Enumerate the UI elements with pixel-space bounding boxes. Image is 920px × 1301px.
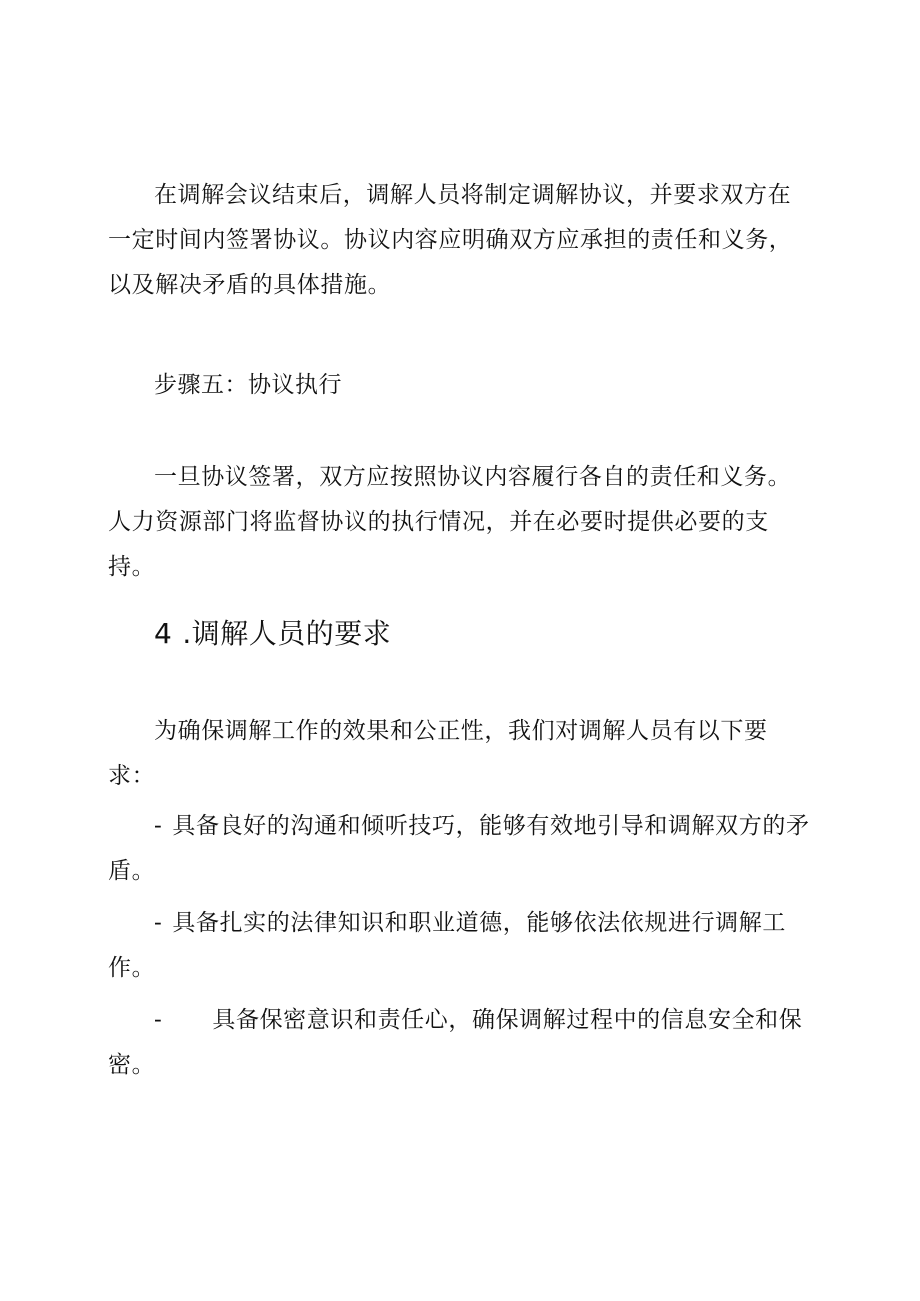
list-item-text: 具备良好的沟通和倾听技巧，能够有效地引导和调解双方的矛	[172, 813, 810, 839]
step-five-heading	[108, 365, 808, 405]
step-heading-text: 步骤五：协议执行	[154, 372, 342, 398]
list-item	[108, 998, 808, 1088]
list-item-text: 具备扎实的法律知识和职业道德，能够依法依规进行调解工	[172, 910, 786, 936]
list-item-text: 具备保密意识和责任心，确保调解过程中的信息安全和保	[212, 1007, 803, 1033]
list-item-text-continuation: 作。	[108, 955, 156, 981]
list-item-text-continuation: 密。	[108, 1052, 156, 1078]
list-dash: -	[154, 813, 163, 839]
section-title: .调解人员的要求	[182, 617, 392, 650]
list-dash: -	[154, 1007, 163, 1033]
paragraph-text: 一旦协议签署，双方应按照协议内容履行各自的责任和义务。人力资源部门将监督协议的执行情况，并在必要时提供必要的支持。	[108, 464, 792, 580]
section-number: 4	[154, 617, 173, 650]
list-item	[108, 901, 808, 991]
list-dash: -	[154, 910, 163, 936]
section-four-heading	[108, 612, 808, 656]
paragraph-agreement-execution	[108, 455, 808, 590]
paragraph-text: 为确保调解工作的效果和公正性，我们对调解人员有以下要求：	[108, 718, 768, 789]
section-heading	[108, 612, 808, 656]
paragraph-text: 在调解会议结束后，调解人员将制定调解协议，并要求双方在一定时间内签署协议。协议内容应明确双方应承担的责任和义务，以及解决矛盾的具体措施。	[108, 182, 793, 298]
list-item	[108, 804, 808, 894]
paragraph-requirements-intro	[108, 709, 808, 799]
list-item-text-continuation: 盾。	[108, 858, 156, 884]
paragraph-agreement-drafting	[108, 173, 808, 308]
